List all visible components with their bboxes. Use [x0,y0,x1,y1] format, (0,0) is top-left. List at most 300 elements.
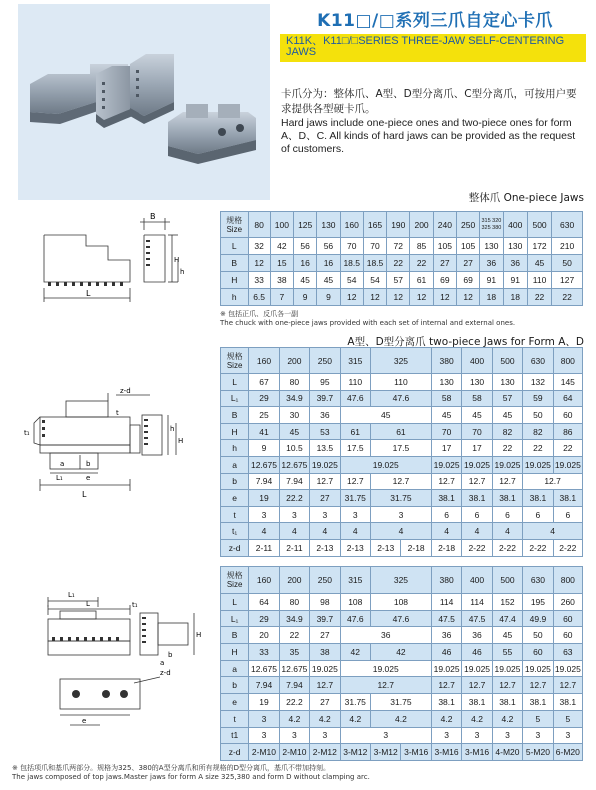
table-cell: 58 [431,390,461,407]
table-cell: 12.7 [431,473,461,490]
table-cell: 4.2 [310,710,340,727]
row-label: b [221,677,249,694]
size-cell: 315 [340,348,370,374]
table-cell: 42 [340,644,370,661]
table-row [221,390,583,407]
dim-t-label: t [116,409,119,417]
table-cell: 15 [270,255,293,272]
table-cell: 27 [433,255,456,272]
table-cell: 3 [371,506,432,523]
table-cell: 2-M10 [279,744,309,761]
size-cell: 500 [492,567,522,594]
dim-zd-label: z-d [120,387,131,395]
table-cell: 27 [310,694,340,711]
table-cell: 3 [279,727,309,744]
table-cell: 22.2 [279,694,309,711]
table-cell: 53 [310,423,340,440]
table-row [221,710,583,727]
size-cell: 80 [248,212,270,238]
row-label: L [221,374,249,391]
table-cell: 91 [480,272,503,289]
table-cell: 12.7 [492,677,522,694]
row-label: B [221,255,249,272]
table-cell: 3 [249,727,279,744]
table-cell: 60 [553,610,582,627]
size-cell: 160 [249,567,279,594]
table-cell: 195 [523,594,553,611]
table-cell: 12.7 [310,473,340,490]
table-cell: 47.6 [371,610,432,627]
table-cell: 46 [431,644,461,661]
table-cell: 22 [492,440,522,457]
table-cell: 7.94 [279,677,309,694]
table-cell: 59 [523,390,553,407]
table-cell: 110 [340,374,370,391]
table-cell: 19.025 [310,660,340,677]
dim-L1-label: L₁ [56,474,63,482]
table-cell: 4-M20 [492,744,522,761]
table-cell: 17 [462,440,492,457]
table-row [221,677,583,694]
table-cell: 42 [270,238,293,255]
table-cell: 12.675 [249,660,279,677]
table-cell: 12.675 [249,456,279,473]
size-cell: 500 [527,212,551,238]
english-title-banner [280,34,586,62]
table-cell: 31.75 [371,490,432,507]
table-cell: 31.75 [340,694,370,711]
table-cell: 22 [387,255,410,272]
table-cell: 3 [340,506,370,523]
table-cell: 29 [249,610,279,627]
table-cell: 27 [310,627,340,644]
table-cell: 82 [523,423,553,440]
banner-line-2: JAWS [286,46,317,58]
table-cell: 3-M16 [401,744,431,761]
table-cell: 16 [294,255,317,272]
table-cell: 45 [340,407,431,424]
table-cell: 70 [462,423,492,440]
table-cell: 82 [492,423,522,440]
table-cell: 12.7 [310,677,340,694]
table-cell: 114 [462,594,492,611]
table-cell: 12 [340,289,363,306]
table-cell: 12 [387,289,410,306]
table3-note-en: The jaws composed of top jaws.Master jaws for form A size 325,380 and form D without clamping arc. [12,773,370,781]
size-cell: 325 [371,567,432,594]
table-cell: 12.675 [279,660,309,677]
table-cell: 20 [249,627,279,644]
table-cell: 38.1 [431,694,461,711]
table-cell: 22 [523,440,553,457]
table-row [221,440,583,457]
table-row [221,694,583,711]
table-cell: 19 [249,694,279,711]
table-cell: 45 [527,255,551,272]
row-label: H [221,272,249,289]
table-cell: 260 [553,594,582,611]
table-row [221,255,583,272]
size-cell: 400 [503,212,527,238]
table-cell: 2-M10 [249,744,279,761]
row-label: a [221,660,249,677]
size-cell: 100 [270,212,293,238]
table-cell: 17 [431,440,461,457]
size-cell: 380 [431,567,461,594]
table-cell: 6 [492,506,522,523]
table2-header-row [221,348,583,374]
size-cell: 160 [249,348,279,374]
table-cell: 64 [553,390,582,407]
table-cell: 38.1 [553,490,582,507]
table-cell: 64 [249,594,279,611]
table-cell: 9 [317,289,340,306]
table-cell: 18.5 [363,255,386,272]
table-cell: 95 [310,374,340,391]
row-label: t₁ [221,523,249,540]
table-cell: 36 [503,255,527,272]
table-cell: 25 [249,407,279,424]
table-cell: 5-M20 [523,744,553,761]
table-cell: 10.5 [279,440,309,457]
size-cell: 325 [371,348,432,374]
table-cell: 91 [503,272,527,289]
dim-b-label: b [86,460,91,468]
table-cell: 12 [363,289,386,306]
dim-H-label: H [174,256,180,264]
table-cell: 172 [527,238,551,255]
size-cell: 130 [317,212,340,238]
dim-e-label: e [82,717,87,725]
table-row [221,506,583,523]
table-cell: 72 [387,238,410,255]
table-cell: 49.9 [523,610,553,627]
table-cell: 130 [431,374,461,391]
dim-h-label: h [170,425,175,433]
table-cell: 4.2 [492,710,522,727]
table-cell: 45 [462,407,492,424]
table-cell: 13.5 [310,440,340,457]
table-cell: 3 [310,506,340,523]
size-cell: 200 [410,212,433,238]
table-cell: 38.1 [553,694,582,711]
description-chinese: 卡爪分为：整体爪、A型、D型分离爪、C型分离爪，可按用户要求提供各型硬卡爪。 [281,88,577,115]
table-cell: 32 [248,238,270,255]
table-cell: 18 [503,289,527,306]
one-piece-jaws-table [220,211,583,306]
table-cell: 17.5 [340,440,370,457]
table-cell: 2-22 [492,539,522,556]
size-cell: 630 [523,348,553,374]
table-cell: 12.7 [340,473,370,490]
row-label: e [221,694,249,711]
table-row [221,660,583,677]
table-cell: 12 [456,289,479,306]
table-cell: 2-22 [523,539,553,556]
table-cell: 12.7 [492,473,522,490]
table-cell: 45 [431,407,461,424]
table-cell: 12 [410,289,433,306]
row-label: z-d [221,744,249,761]
table-cell: 132 [523,374,553,391]
size-cell: 165 [363,212,386,238]
size-cell: 500 [492,348,522,374]
table-row [221,627,583,644]
row-label: B [221,627,249,644]
table-cell: 2-13 [340,539,370,556]
table-cell: 54 [340,272,363,289]
table1-header-row [221,212,583,238]
table-cell: 61 [340,423,370,440]
dim-B-label: B [150,212,156,221]
table-cell: 69 [456,272,479,289]
table-cell: 39.7 [310,390,340,407]
table-cell: 127 [552,272,583,289]
table-cell: 130 [462,374,492,391]
table-cell: 130 [503,238,527,255]
table-cell: 38 [270,272,293,289]
page-title: K11□/□系列三爪自定心卡爪 [317,11,553,31]
table-cell: 46 [462,644,492,661]
table-row [221,238,583,255]
table-cell: 98 [310,594,340,611]
row-label: L [221,238,249,255]
table-cell: 2-22 [553,539,582,556]
table-cell: 27 [310,490,340,507]
table-cell: 19.025 [431,456,461,473]
table-cell: 5 [523,710,553,727]
table-cell: 2-13 [371,539,401,556]
table-cell: 4.2 [279,710,309,727]
dim-L-label: L [86,289,91,298]
table-cell: 86 [553,423,582,440]
table-cell: 3 [431,727,461,744]
table-cell: 47.5 [462,610,492,627]
size-cell: 380 [431,348,461,374]
table3-header-row [221,567,583,594]
table-cell: 4.2 [371,710,432,727]
table-cell: 6 [462,506,492,523]
table-cell: 6 [431,506,461,523]
table-cell: 36 [480,255,503,272]
table-cell: 22 [552,289,583,306]
table-cell: 7.94 [279,473,309,490]
size-cell: 400 [462,348,492,374]
table-cell: 3 [492,727,522,744]
table-row [221,456,583,473]
table1-note [220,310,515,328]
row-label: H [221,423,249,440]
table-cell: 34.9 [279,390,309,407]
dim-t1-label: t₁ [24,429,30,437]
table-cell: 6-M20 [553,744,582,761]
table-cell: 47.6 [371,390,432,407]
table-cell: 4 [310,523,340,540]
table-cell: 80 [279,594,309,611]
table-cell: 12.7 [462,677,492,694]
table-row [221,374,583,391]
size-cell: 250 [456,212,479,238]
table-cell: 4 [340,523,370,540]
table-cell: 38 [310,644,340,661]
table-cell: 9 [249,440,279,457]
dim-a-label: a [60,460,65,468]
table-cell: 45 [492,407,522,424]
table-row [221,539,583,556]
row-label: h [221,440,249,457]
table-cell: 80 [279,374,309,391]
table-cell: 22.2 [279,490,309,507]
table-cell: 45 [317,272,340,289]
table-cell: 38.1 [431,490,461,507]
table-row [221,610,583,627]
table-cell: 19.025 [553,660,582,677]
row-label: L [221,594,249,611]
table-cell: 4 [523,523,583,540]
table-cell: 39.7 [310,610,340,627]
table-cell: 3 [310,727,340,744]
table-cell: 38.1 [462,490,492,507]
table-cell: 36 [340,627,431,644]
table-cell: 61 [371,423,432,440]
table-cell: 31.75 [371,694,432,711]
dim-e-label: e [86,474,91,482]
size-label: 规格 Size [221,212,249,238]
table-cell: 19 [249,490,279,507]
table-cell: 4 [371,523,432,540]
table-cell: 3-M12 [340,744,370,761]
table-cell: 19.025 [462,660,492,677]
dim-H-label: H [178,437,184,445]
table-cell: 16 [317,255,340,272]
table-cell: 3 [462,727,492,744]
table-row [221,744,583,761]
size-label: 规格 Size [221,567,249,594]
table1-note-cn: ※ 包括正爪、反爪各一副 [220,310,299,318]
table-cell: 19.025 [462,456,492,473]
size-cell: 315 [340,567,370,594]
table-row [221,289,583,306]
table-cell: 12 [248,255,270,272]
table-cell: 27 [456,255,479,272]
table-cell: 19.025 [492,660,522,677]
table-cell: 108 [371,594,432,611]
dim-b-label: b [168,651,173,659]
dim-H-label: H [196,631,202,639]
row-label: z-d [221,539,249,556]
row-label: t [221,710,249,727]
table-cell: 19.025 [310,456,340,473]
row-label: b [221,473,249,490]
dim-t1-label: t₁ [132,601,138,609]
table-cell: 3 [523,727,553,744]
table-cell: 7.94 [249,473,279,490]
table-cell: 35 [279,644,309,661]
table-cell: 4.2 [340,710,370,727]
size-cell: 250 [310,348,340,374]
table-cell: 45 [279,423,309,440]
table-cell: 55 [492,644,522,661]
table2-title: A型、D型分离爪 two-piece Jaws for Form A、D [347,336,584,348]
banner-line-1: K11K、K11□/□SERIES THREE-JAW SELF-CENTERING [286,35,565,47]
two-piece-jaw-drawing-c [20,585,200,745]
row-label: t [221,506,249,523]
table1-title: 整体爪 One-piece Jaws [468,192,584,204]
table-cell: 12.7 [553,677,582,694]
table-cell: 3-M16 [462,744,492,761]
table-cell: 38.1 [492,694,522,711]
size-cell: 630 [523,567,553,594]
table-cell: 6 [523,506,553,523]
table-cell: 30 [279,407,309,424]
table-cell: 6 [553,506,582,523]
size-cell: 800 [553,567,582,594]
table-cell: 3 [279,506,309,523]
table-cell: 4.2 [462,710,492,727]
row-label: L₁ [221,390,249,407]
table-cell: 7 [270,289,293,306]
table-cell: 38.1 [523,490,553,507]
table-cell: 17.5 [371,440,432,457]
one-piece-jaw-drawing [20,210,190,310]
size-cell: 160 [340,212,363,238]
jaws-illustration [18,4,270,200]
table-cell: 114 [431,594,461,611]
table-cell: 22 [553,440,582,457]
table-cell: 2-11 [279,539,309,556]
table-cell: 19.025 [431,660,461,677]
table-cell: 7.94 [249,677,279,694]
size-cell: 240 [433,212,456,238]
size-cell: 125 [294,212,317,238]
table-cell: 145 [553,374,582,391]
table-cell: 38.1 [492,490,522,507]
table-cell: 2-11 [249,539,279,556]
table-cell: 57 [387,272,410,289]
table1-note-en: The chuck with one-piece jaws provided with each set of internal and external ones. [220,319,516,327]
table-row [221,473,583,490]
table-cell: 38.1 [523,694,553,711]
row-label: t1 [221,727,249,744]
table-cell: 63 [553,644,582,661]
table-cell: 4 [492,523,522,540]
table-cell: 36 [431,627,461,644]
table-cell: 70 [363,238,386,255]
table-cell: 110 [371,374,432,391]
table-cell: 210 [552,238,583,255]
table-cell: 3-M16 [431,744,461,761]
table-row [221,727,583,744]
dim-h-label: h [180,268,185,276]
table-cell: 69 [433,272,456,289]
size-cell: 190 [387,212,410,238]
table-cell: 2-13 [310,539,340,556]
table-cell: 50 [552,255,583,272]
table-cell: 70 [431,423,461,440]
row-label: e [221,490,249,507]
row-label: L₁ [221,610,249,627]
table-cell: 57 [492,390,522,407]
table-cell: 12.7 [462,473,492,490]
table-cell: 2-22 [462,539,492,556]
table-cell: 6.5 [248,289,270,306]
table-cell: 45 [294,272,317,289]
table3-note-cn: ※ 包括项爪和基爪两部分。规格为325、380的A型分离爪和所有规格的D型分离爪，基爪不带加持刻。 [12,764,330,772]
table-cell: 36 [310,407,340,424]
table-cell: 4.2 [431,710,461,727]
dim-a-label: a [160,659,165,667]
table-cell: 4 [431,523,461,540]
